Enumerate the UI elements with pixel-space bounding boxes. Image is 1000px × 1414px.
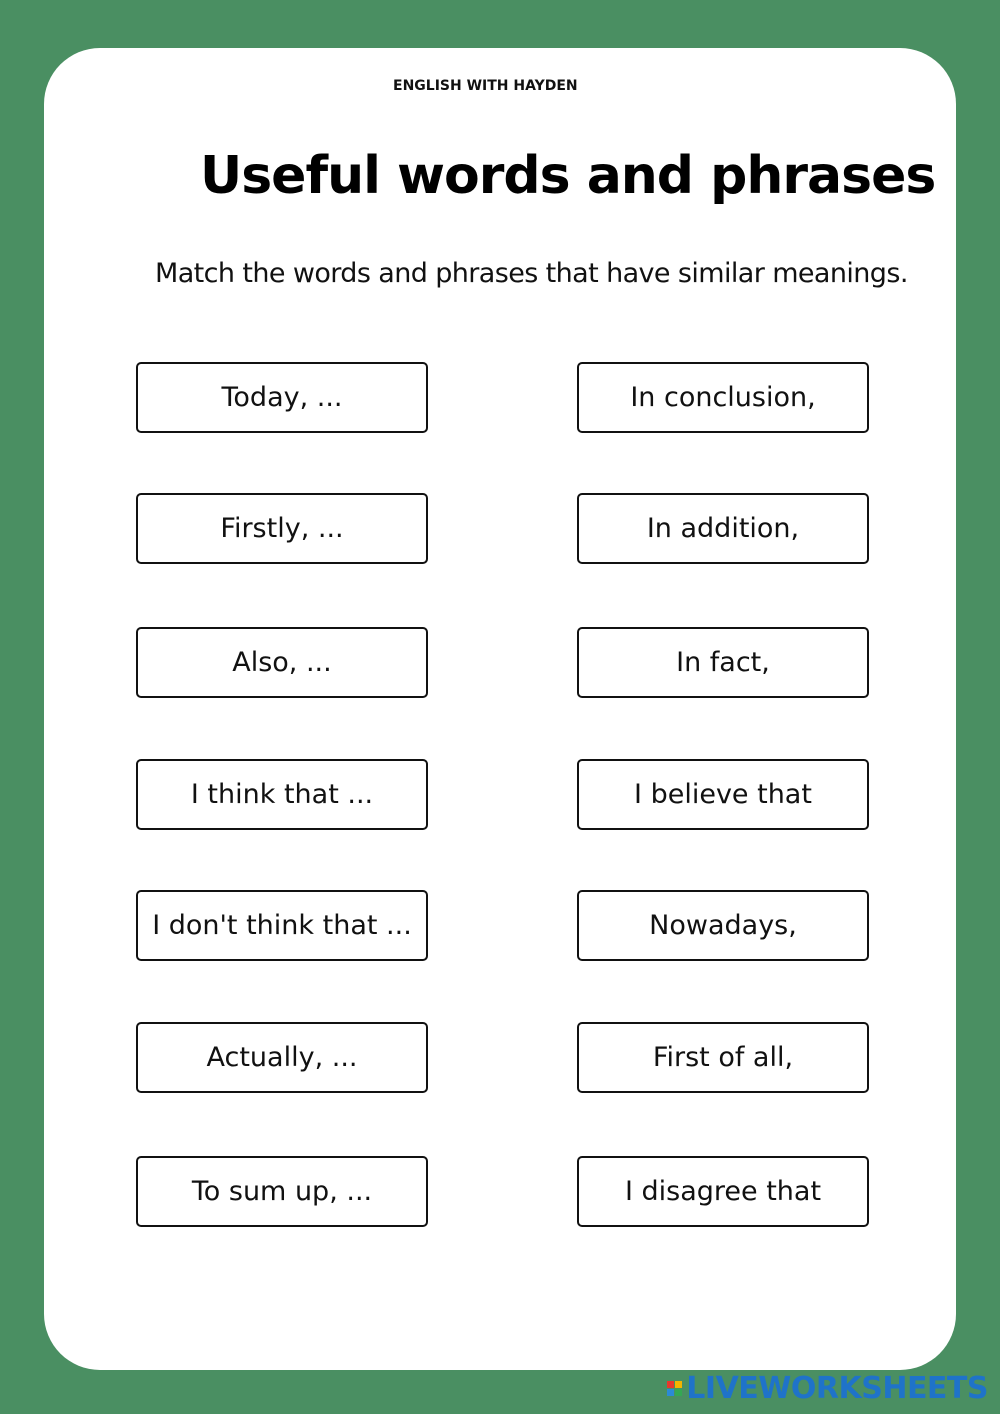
worksheet-page: ENGLISH WITH HAYDEN Useful words and phrases Match the words and phrases that have similar meanings. Today, ... Firstly, ... Also, ... I think that ... I don't think that ... Actually, ... To sum up, ... In conclusion, In addition, In fact, I believe that Nowadays, First of all, I disagree that <box>44 48 956 1370</box>
right-card[interactable]: In addition, <box>577 493 869 564</box>
logo-text: LIVEWORKSHEETS <box>686 1371 988 1406</box>
liveworksheets-logo-icon <box>667 1381 682 1396</box>
right-card[interactable]: Nowadays, <box>577 890 869 961</box>
left-card[interactable]: To sum up, ... <box>136 1156 428 1227</box>
left-card[interactable]: Actually, ... <box>136 1022 428 1093</box>
left-card[interactable]: I think that ... <box>136 759 428 830</box>
right-card[interactable]: In fact, <box>577 627 869 698</box>
right-card[interactable]: I believe that <box>577 759 869 830</box>
right-card[interactable]: In conclusion, <box>577 362 869 433</box>
right-card[interactable]: First of all, <box>577 1022 869 1093</box>
left-card[interactable]: I don't think that ... <box>136 890 428 961</box>
instructions-text: Match the words and phrases that have similar meanings. <box>155 258 908 289</box>
right-card[interactable]: I disagree that <box>577 1156 869 1227</box>
left-card[interactable]: Firstly, ... <box>136 493 428 564</box>
left-card[interactable]: Today, ... <box>136 362 428 433</box>
left-card[interactable]: Also, ... <box>136 627 428 698</box>
liveworksheets-logo[interactable] <box>667 1371 988 1406</box>
